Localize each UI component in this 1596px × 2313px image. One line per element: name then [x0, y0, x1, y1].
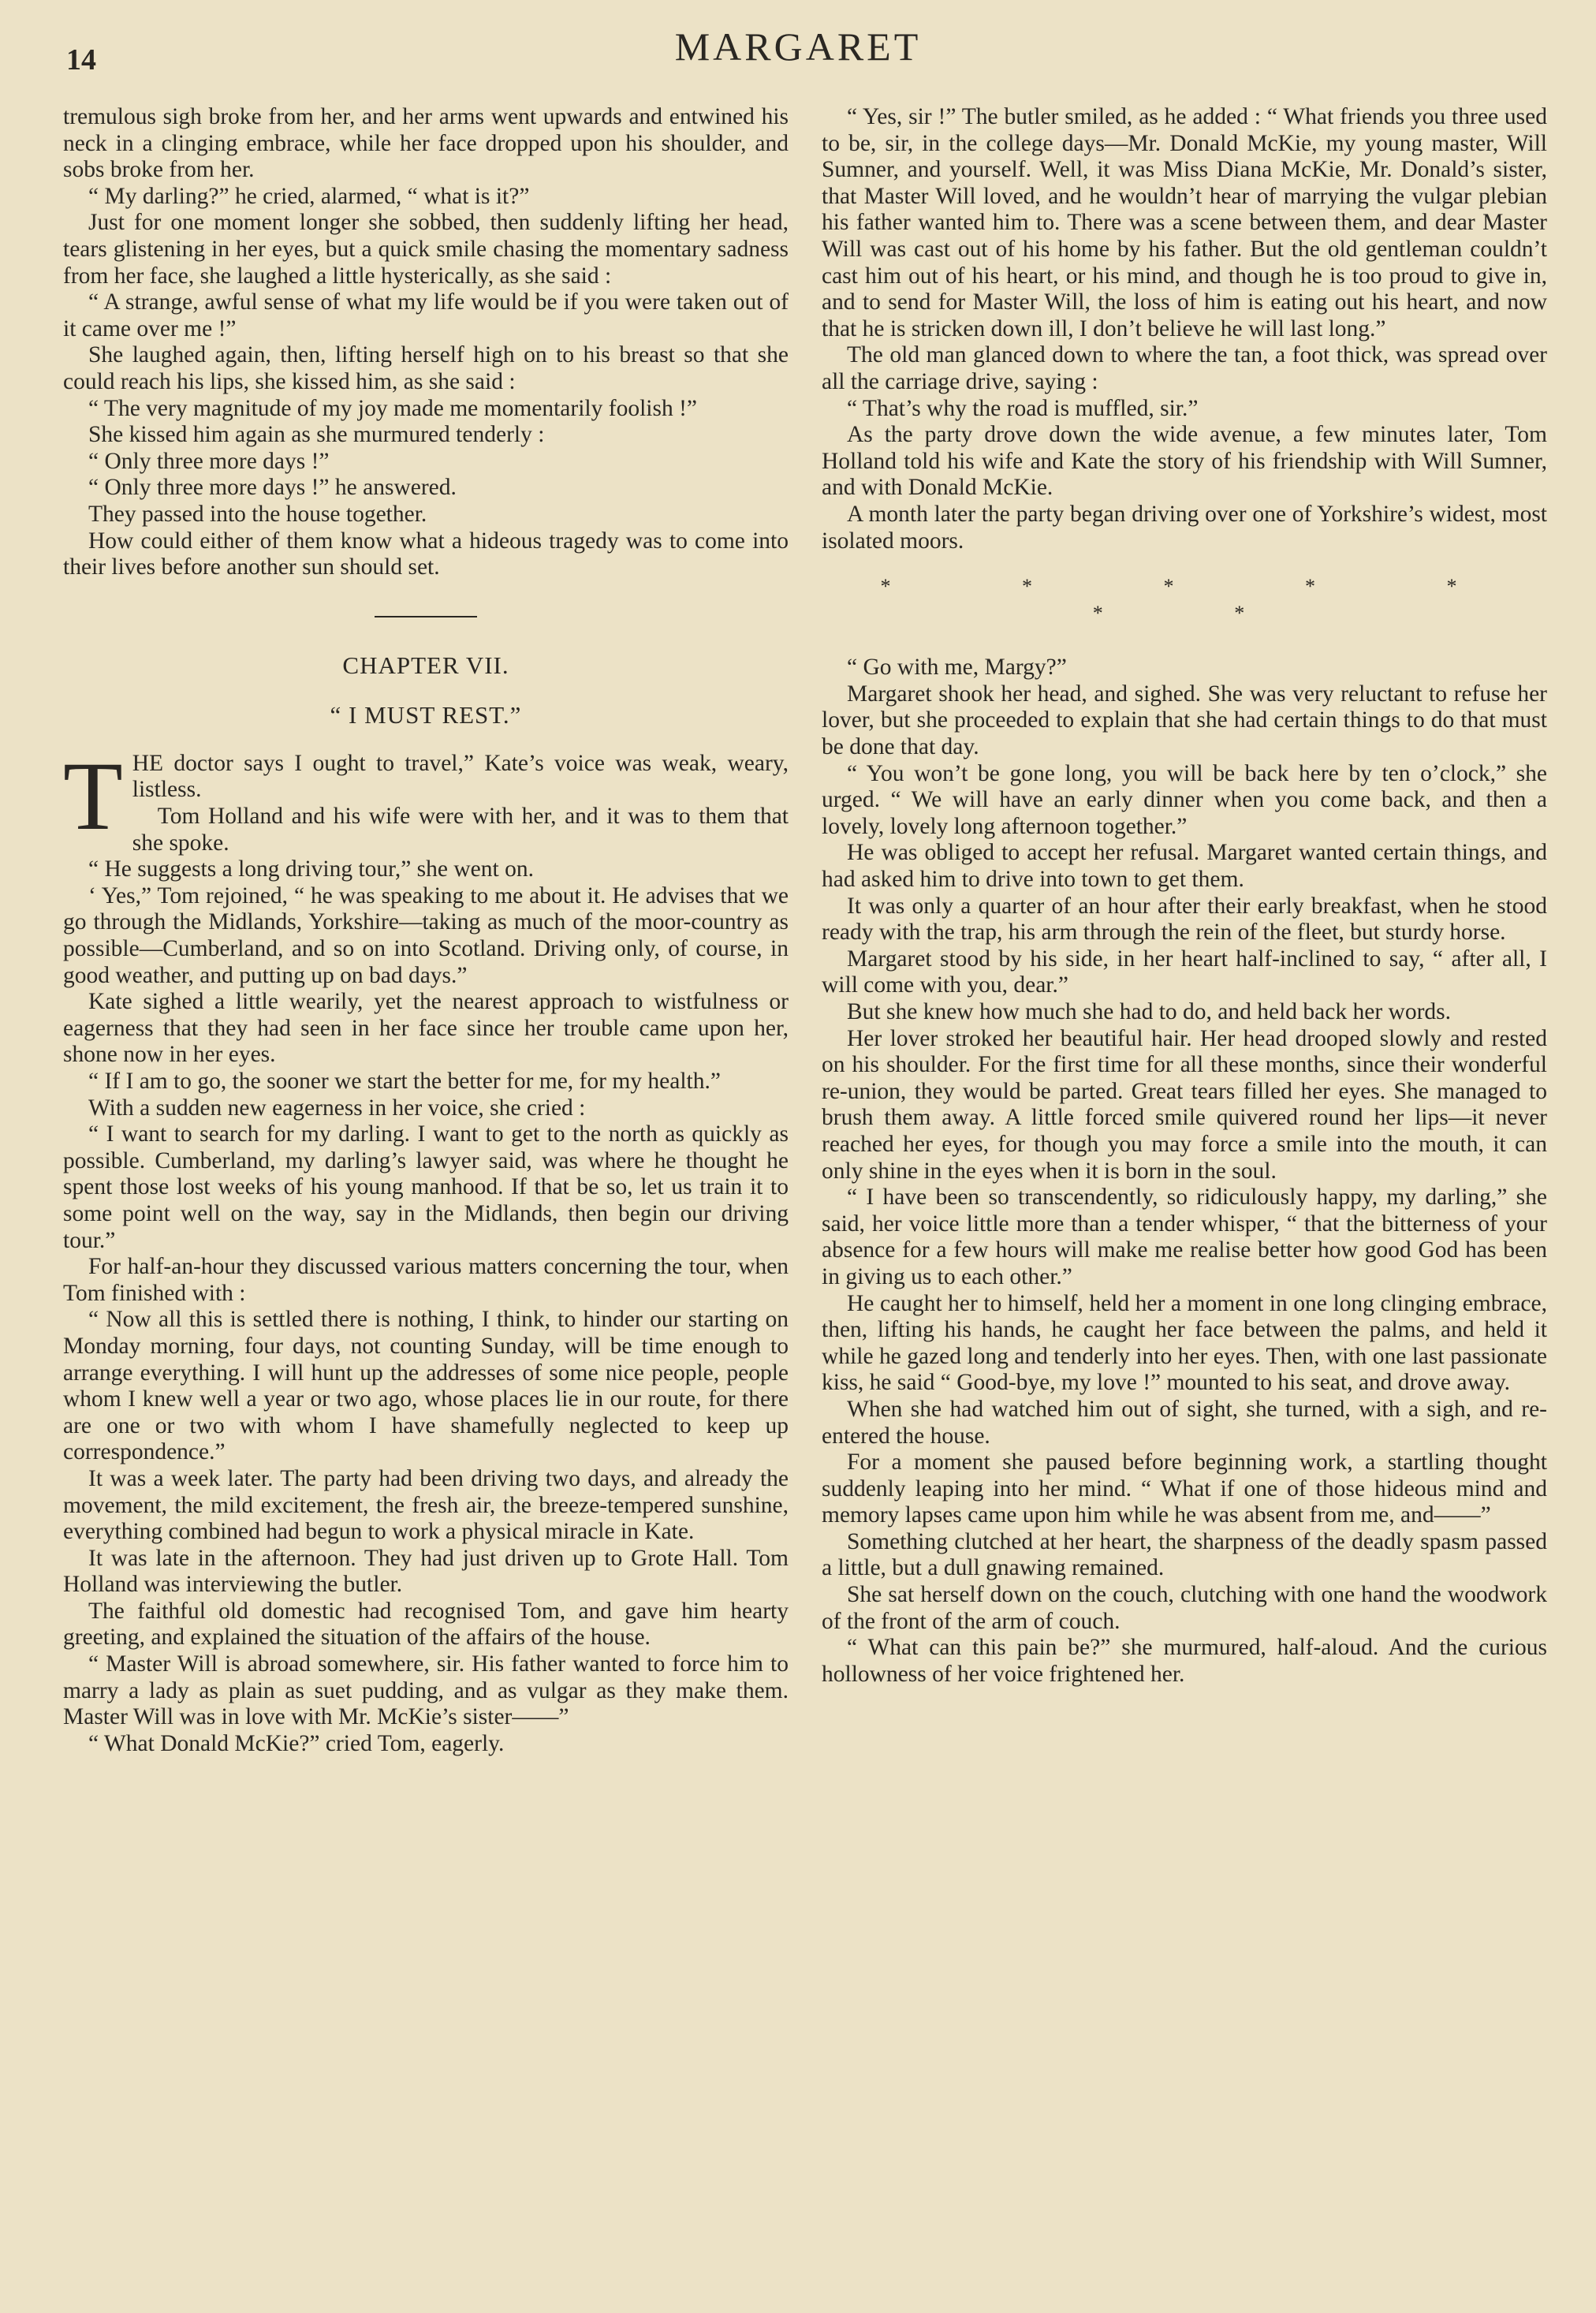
section-rule [375, 616, 477, 617]
paragraph: “ Master Will is abroad somewhere, sir. His father wanted to force him to marry a lady as plain as suet pudding, and as vulgar as they make them. Master Will was in love with Mr. McKie’s sister——” [63, 1651, 789, 1730]
paragraph: She kissed him again as she murmured tenderly : [88, 422, 545, 448]
paragraph: For a moment she paused before beginning work, a startling thought suddenly leaping into her mind. “ What if one of those hideous mind and memory lapses came upon him while he was absent from me, and——” [822, 1449, 1547, 1528]
paragraph: “ Only three more days !” [88, 448, 330, 474]
right-column [822, 104, 1547, 1688]
drop-cap: T [63, 741, 123, 850]
paragraph: They passed into the house together. [88, 501, 427, 527]
paragraph: He caught her to himself, held her a moment in one long clinging embrace, then, lifting his hands, he caught her face between the palms, and held it while he gazed long and tenderly into her eyes. Then, with one last passionate kiss, he said “ Good-bye, my love !” mounted to his seat, and drove away. [822, 1290, 1547, 1396]
paragraph: A month later the party began driving over one of Yorkshire’s widest, most isolated moors. [822, 501, 1547, 554]
paragraph: Margaret stood by his side, in her heart half-inclined to say, “ after all, I will come with you, dear.” [822, 946, 1547, 998]
paragraph: tremulous sigh broke from her, and her arms went upwards and entwined his neck in a clinging embrace, while her face dropped upon his shoulder, and sobs broke from her. [63, 104, 789, 183]
paragraph: When she had watched him out of sight, she turned, with a sigh, and re-entered the house. [822, 1396, 1547, 1449]
paragraph: “ I want to search for my darling. I want to get to the north as quickly as possible. Cumberland, my darling’s lawyer said, was where he thought he spent those lost weeks of his young manhood. If that be so, let us train it to some point well on the way, say in the Midlands, then begin our driving tour.” [63, 1121, 789, 1253]
paragraph: Her lover stroked her beautiful hair. Her head drooped slowly and rested on his shoulder. For the first time for all these months, since their wonderful re-union, they would be parted. Great tears filled her eyes. She managed to brush them away. A little forced smile quivered round her lips—it never reached her eyes, for though you may force a smile into the mouth, it can only shine in the eyes when it is born in the soul. [822, 1025, 1547, 1184]
paragraph: “ I have been so transcendently, so ridiculously happy, my darling,” she said, her voice little more than a tender whisper, “ that the bitterness of your absence for a few hours will make me realise better how good God has been in giving us to each other.” [822, 1184, 1547, 1289]
paragraph: She sat herself down on the couch, clutching with one hand the woodwork of the front of the arm of couch. [822, 1582, 1547, 1634]
paragraph: “ That’s why the road is muffled, sir.” [847, 395, 1199, 421]
paragraph: “ Go with me, Margy?” [847, 655, 1067, 681]
paragraph: The old man glanced down to where the tan, a foot thick, was spread over all the carriage drive, saying : [822, 342, 1547, 394]
chapter-heading: CHAPTER VII. [342, 651, 509, 679]
running-title: MARGARET [674, 24, 922, 69]
paragraph: “ A strange, awful sense of what my life would be if you were taken out of it came over me !” [63, 289, 789, 341]
paragraph: He was obliged to accept her refusal. Margaret wanted certain things, and had asked him to drive into town to get them. [822, 840, 1547, 893]
paragraph: “ Now all this is settled there is nothing, I think, to hinder our starting on Monday morning, four days, not counting Sunday, will be time enough to arrange everything. I will hunt up the addresses of some nice people, people whom I knew well a year or two ago, whose places lie in our route, for there are one or two with whom I have shamefully neglected to keep up correspondence.” [63, 1307, 789, 1465]
chapter-title: “ I MUST REST.” [330, 701, 522, 729]
paragraph: But she knew how much she had to do, and held back her words. [847, 999, 1452, 1024]
left-top-paragraphs [63, 104, 789, 581]
paragraph: “ You won’t be gone long, you will be back here by ten o’clock,” she urged. “ We will have an early dinner when you come back, and then a lovely, lovely long afternoon together.” [822, 760, 1547, 839]
left-column [63, 104, 789, 1757]
paragraph: It was late in the afternoon. They had just driven up to Grote Hall. Tom Holland was interviewing the butler. [63, 1545, 789, 1598]
right-bottom-paragraphs [822, 655, 1547, 1688]
paragraph: “ What can this pain be?” she murmured, half-aloud. And the curious hollowness of her voice frightened her. [822, 1635, 1547, 1687]
paragraph: “ If I am to go, the sooner we start the better for me, for my health.” [88, 1069, 721, 1094]
paragraph: Something clutched at her heart, the sharpness of the deadly spasm passed a little, but a dull gnawing remained. [822, 1528, 1547, 1581]
paragraph: “ My darling?” he cried, alarmed, “ what is it?” [88, 183, 530, 209]
paragraph: The faithful old domestic had recognised Tom, and gave him hearty greeting, and explained the situation of the affairs of the house. [63, 1598, 789, 1651]
paragraph: For half-an-hour they discussed various matters concerning the tour, when Tom finished with : [63, 1254, 789, 1306]
paragraph: Margaret shook her head, and sighed. She was very reluctant to refuse her lover, but she proceeded to explain that she had certain things to do that must be done that day. [822, 681, 1547, 760]
paragraph: She laughed again, then, lifting herself high on to his breast so that she could reach his lips, she kissed him, as she said : [63, 342, 789, 394]
paragraph: ‘ Yes,” Tom rejoined, “ he was speaking to me about it. He advises that we go through the Midlands, Yorkshire—taking as much of the moor-country as possible—Cumberland, and so on into Scotland. Driving only, of course, in good weather, and putting up on bad days.” [63, 882, 789, 988]
paragraph: With a sudden new eagerness in her voice, she cried : [88, 1095, 586, 1121]
page-number: 14 [66, 43, 96, 76]
paragraph: “ Only three more days !” he answered. [88, 475, 457, 501]
paragraph: It was only a quarter of an hour after their early breakfast, when he stood ready with the trap, his arm through the rein of the fleet, but sturdy horse. [822, 893, 1547, 946]
paragraph: How could either of them know what a hideous tragedy was to come into their lives before another sun should set. [63, 528, 789, 580]
section-separator: * * * * * * * [880, 575, 1520, 625]
right-top-paragraphs [822, 104, 1547, 554]
paragraph: “ He suggests a long driving tour,” she went on. [88, 856, 534, 882]
paragraph: Tom Holland and his wife were with her, and it was to them that she spoke. [132, 804, 789, 856]
paragraph: Kate sighed a little wearily, yet the nearest approach to wistfulness or eagerness that they had seen in her face since her trouble came upon her, shone now in her eyes. [63, 989, 789, 1068]
left-chapter-paragraphs [63, 804, 789, 1757]
paragraph: Just for one moment longer she sobbed, then suddenly lifting her head, tears glistening in her eyes, but a quick smile chasing the momentary sadness from her face, she laughed a little hysterically, as she said : [63, 210, 789, 289]
paragraph: “ Yes, sir !” The butler smiled, as he added : “ What friends you three used to be, sir, in the college days—Mr. Donald McKie, my young master, Will Sumner, and yourself. Well, it was Miss Diana McKie, Mr. Donald’s sister, that Master Will loved, and he wouldn’t hear of marrying the vulgar plebian his father wanted him to. There was a scene between them, and dear Master Will was cast out of his home by his father. But the old gentleman couldn’t cast him out of his heart, or his mind, and though he is too proud to give in, and to send for Master Will, the loss of him is eating out his heart, and now that he is stricken down ill, I don’t believe he will last long.” [822, 104, 1547, 341]
paragraph: It was a week later. The party had been driving two days, and already the movement, the mild excitement, the fresh air, the breeze-tempered sunshine, everything combined had begun to work a physical miracle in Kate. [63, 1465, 789, 1545]
paragraph: As the party drove down the wide avenue, a few minutes later, Tom Holland told his wife and Kate the story of his friendship with Will Sumner, and with Donald McKie. [822, 422, 1547, 501]
paragraph: “ What Donald McKie?” cried Tom, eagerly. [88, 1730, 505, 1756]
opening-text: HE doctor says I ought to travel,” Kate’s voice was weak, weary, listless. [132, 750, 789, 803]
paragraph: “ The very magnitude of my joy made me momentarily foolish !” [88, 395, 697, 421]
